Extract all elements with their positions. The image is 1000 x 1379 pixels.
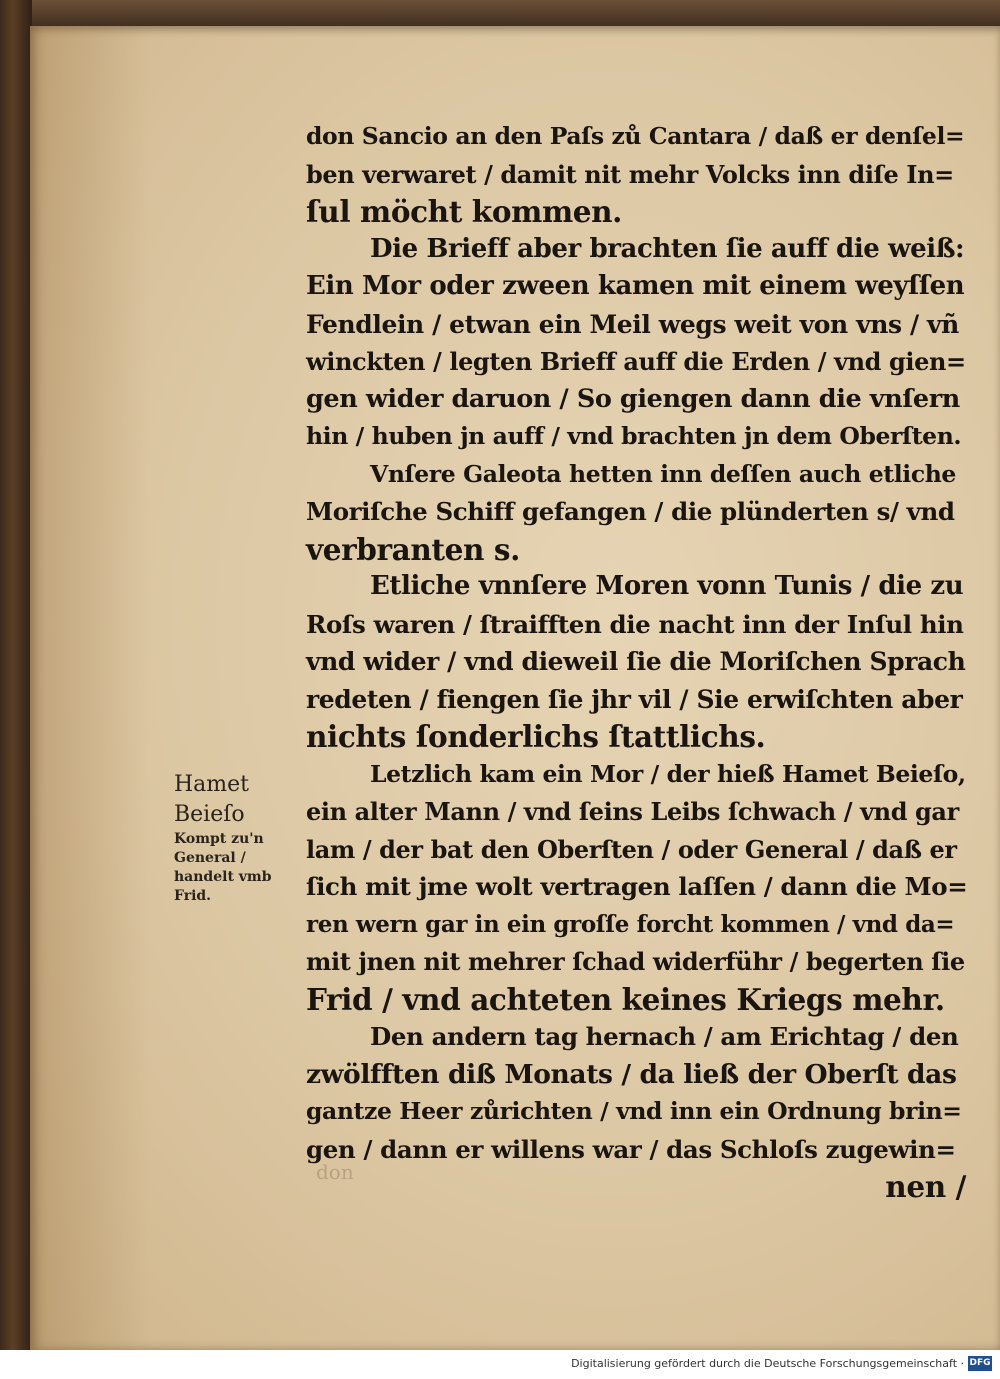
text-line: ein alter Mann / vnd ſeins Leibs ſchwach / vnd gar	[306, 797, 959, 826]
text-line: nichts ſonderlichs ſtattlichs.	[306, 719, 766, 754]
text-line: Roſs waren / ſtraifften die nacht inn der Inſul hin	[306, 609, 964, 639]
text-line: vnd wider / vnd dieweil ſie die Moriſchen Sprach	[306, 647, 966, 676]
page-stain	[30, 26, 150, 1350]
text-line: ren wern gar in ein groſſe forcht kommen / vnd da=	[306, 910, 955, 938]
text-line: Letzlich kam ein Mor / der hieß Hamet Beieſo,	[370, 759, 966, 788]
text-line: nen /	[885, 1169, 966, 1204]
text-line: Ein Mor oder zween kamen mit einem weyſſen	[306, 271, 965, 301]
marginal-gloss: General /	[174, 850, 246, 866]
text-line: ben verwaret / damit nit mehr Volcks inn diſe In=	[306, 159, 954, 189]
marginal-gloss: Frid.	[174, 888, 212, 904]
bleed-through-catchword: don	[316, 1160, 354, 1184]
body-text	[306, 118, 966, 1206]
text-line: redeten / fiengen ſie jhr vil / Sie erwiſchten aber	[306, 684, 963, 714]
text-line: Die Brieff aber brachten ſie auff die weiß:	[370, 233, 965, 264]
text-line: mit jnen nit mehrer ſchad widerführ / begerten ſie	[306, 947, 965, 976]
text-line: Frid / vnd achteten keines Kriegs mehr.	[306, 981, 945, 1017]
text-line: ſich mit jme wolt vertragen laſſen / dann die Mo=	[306, 872, 968, 901]
text-line: hin / huben jn auff / vnd brachten jn dem Oberſten.	[306, 422, 962, 450]
text-line: Moriſche Schiff gefangen / die plünderten s/ vnd	[306, 497, 955, 526]
text-line: winckten / legten Brieff auff die Erden / vnd gien=	[306, 347, 966, 376]
text-line: Fendlein / etwan ein Meil wegs weit von vns / vñ	[306, 309, 959, 339]
text-line: zwölfften diß Monats / da ließ der Oberſt das	[306, 1058, 957, 1090]
marginal-name: Hamet	[174, 772, 250, 797]
marginal-gloss: Kompt zu'n	[174, 831, 264, 847]
text-line: gen wider daruon / So giengen dann die vnſern	[306, 383, 960, 414]
book-binding-edge	[0, 0, 32, 1350]
footer-credit: Digitalisierung gefördert durch die Deutsche Forschungsgemeinschaft ·	[571, 1357, 964, 1370]
text-line: gen / dann er willens war / das Schloſs zugewin=	[306, 1134, 956, 1164]
marginal-gloss: handelt vmb	[174, 869, 272, 885]
text-line: ſul möcht kommen.	[306, 194, 623, 229]
text-line: lam / der bat den Oberſten / oder General / daß er	[306, 834, 957, 864]
footer-bar	[0, 1350, 1000, 1379]
dfg-logo: DFG	[968, 1356, 992, 1371]
text-line: Vnſere Galeota hetten inn deſſen auch etliche	[370, 459, 956, 488]
text-line: Den andern tag hernach / am Erichtag / den	[370, 1022, 959, 1051]
marginal-name: Beieſo	[174, 802, 245, 827]
text-line: don Sancio an den Paſs zů Cantara / daß er denſel=	[306, 122, 965, 150]
text-line: Etliche vnnſere Moren vonn Tunis / die zu	[370, 571, 964, 601]
marginal-note	[174, 770, 294, 906]
text-line: gantze Heer zůrichten / vnd inn ein Ordnung brin=	[306, 1097, 962, 1125]
text-line: verbranten s.	[306, 531, 520, 567]
